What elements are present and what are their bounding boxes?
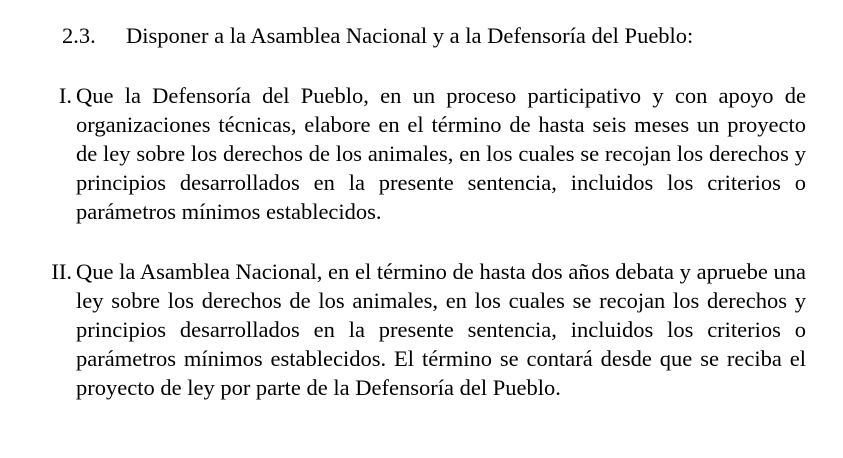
- section-number: 2.3.: [62, 23, 96, 48]
- section-heading: [62, 22, 693, 50]
- list-marker: I.: [58, 83, 72, 108]
- list-item-text: Que la Defensoría del Pueblo, en un proceso participativo y con apoyo de organizaciones técnicas, elabore en el término de hasta seis meses un proyecto de ley sobre los derechos de los animales, en los cuales se recojan los derechos y principios desarrollados en la presente sentencia, incluidos los criterios o parámetros mínimos establecidos.: [76, 83, 806, 224]
- list-item-ii: [34, 257, 806, 402]
- section-title: Disponer a la Asamblea Nacional y a la Defensoría del Pueblo:: [126, 23, 694, 48]
- list-item-i: [34, 81, 806, 226]
- list-item-text: Que la Asamblea Nacional, en el término de hasta dos años debata y apruebe una ley sobre los derechos de los animales, en los cuales se recojan los derechos y principios desarrollados en la presente sentencia, incluidos los criterios o parámetros mínimos establecidos. El término se contará desde que se reciba el proyecto de ley por parte de la Defensoría del Pueblo.: [76, 259, 806, 400]
- list-marker: II.: [51, 259, 72, 284]
